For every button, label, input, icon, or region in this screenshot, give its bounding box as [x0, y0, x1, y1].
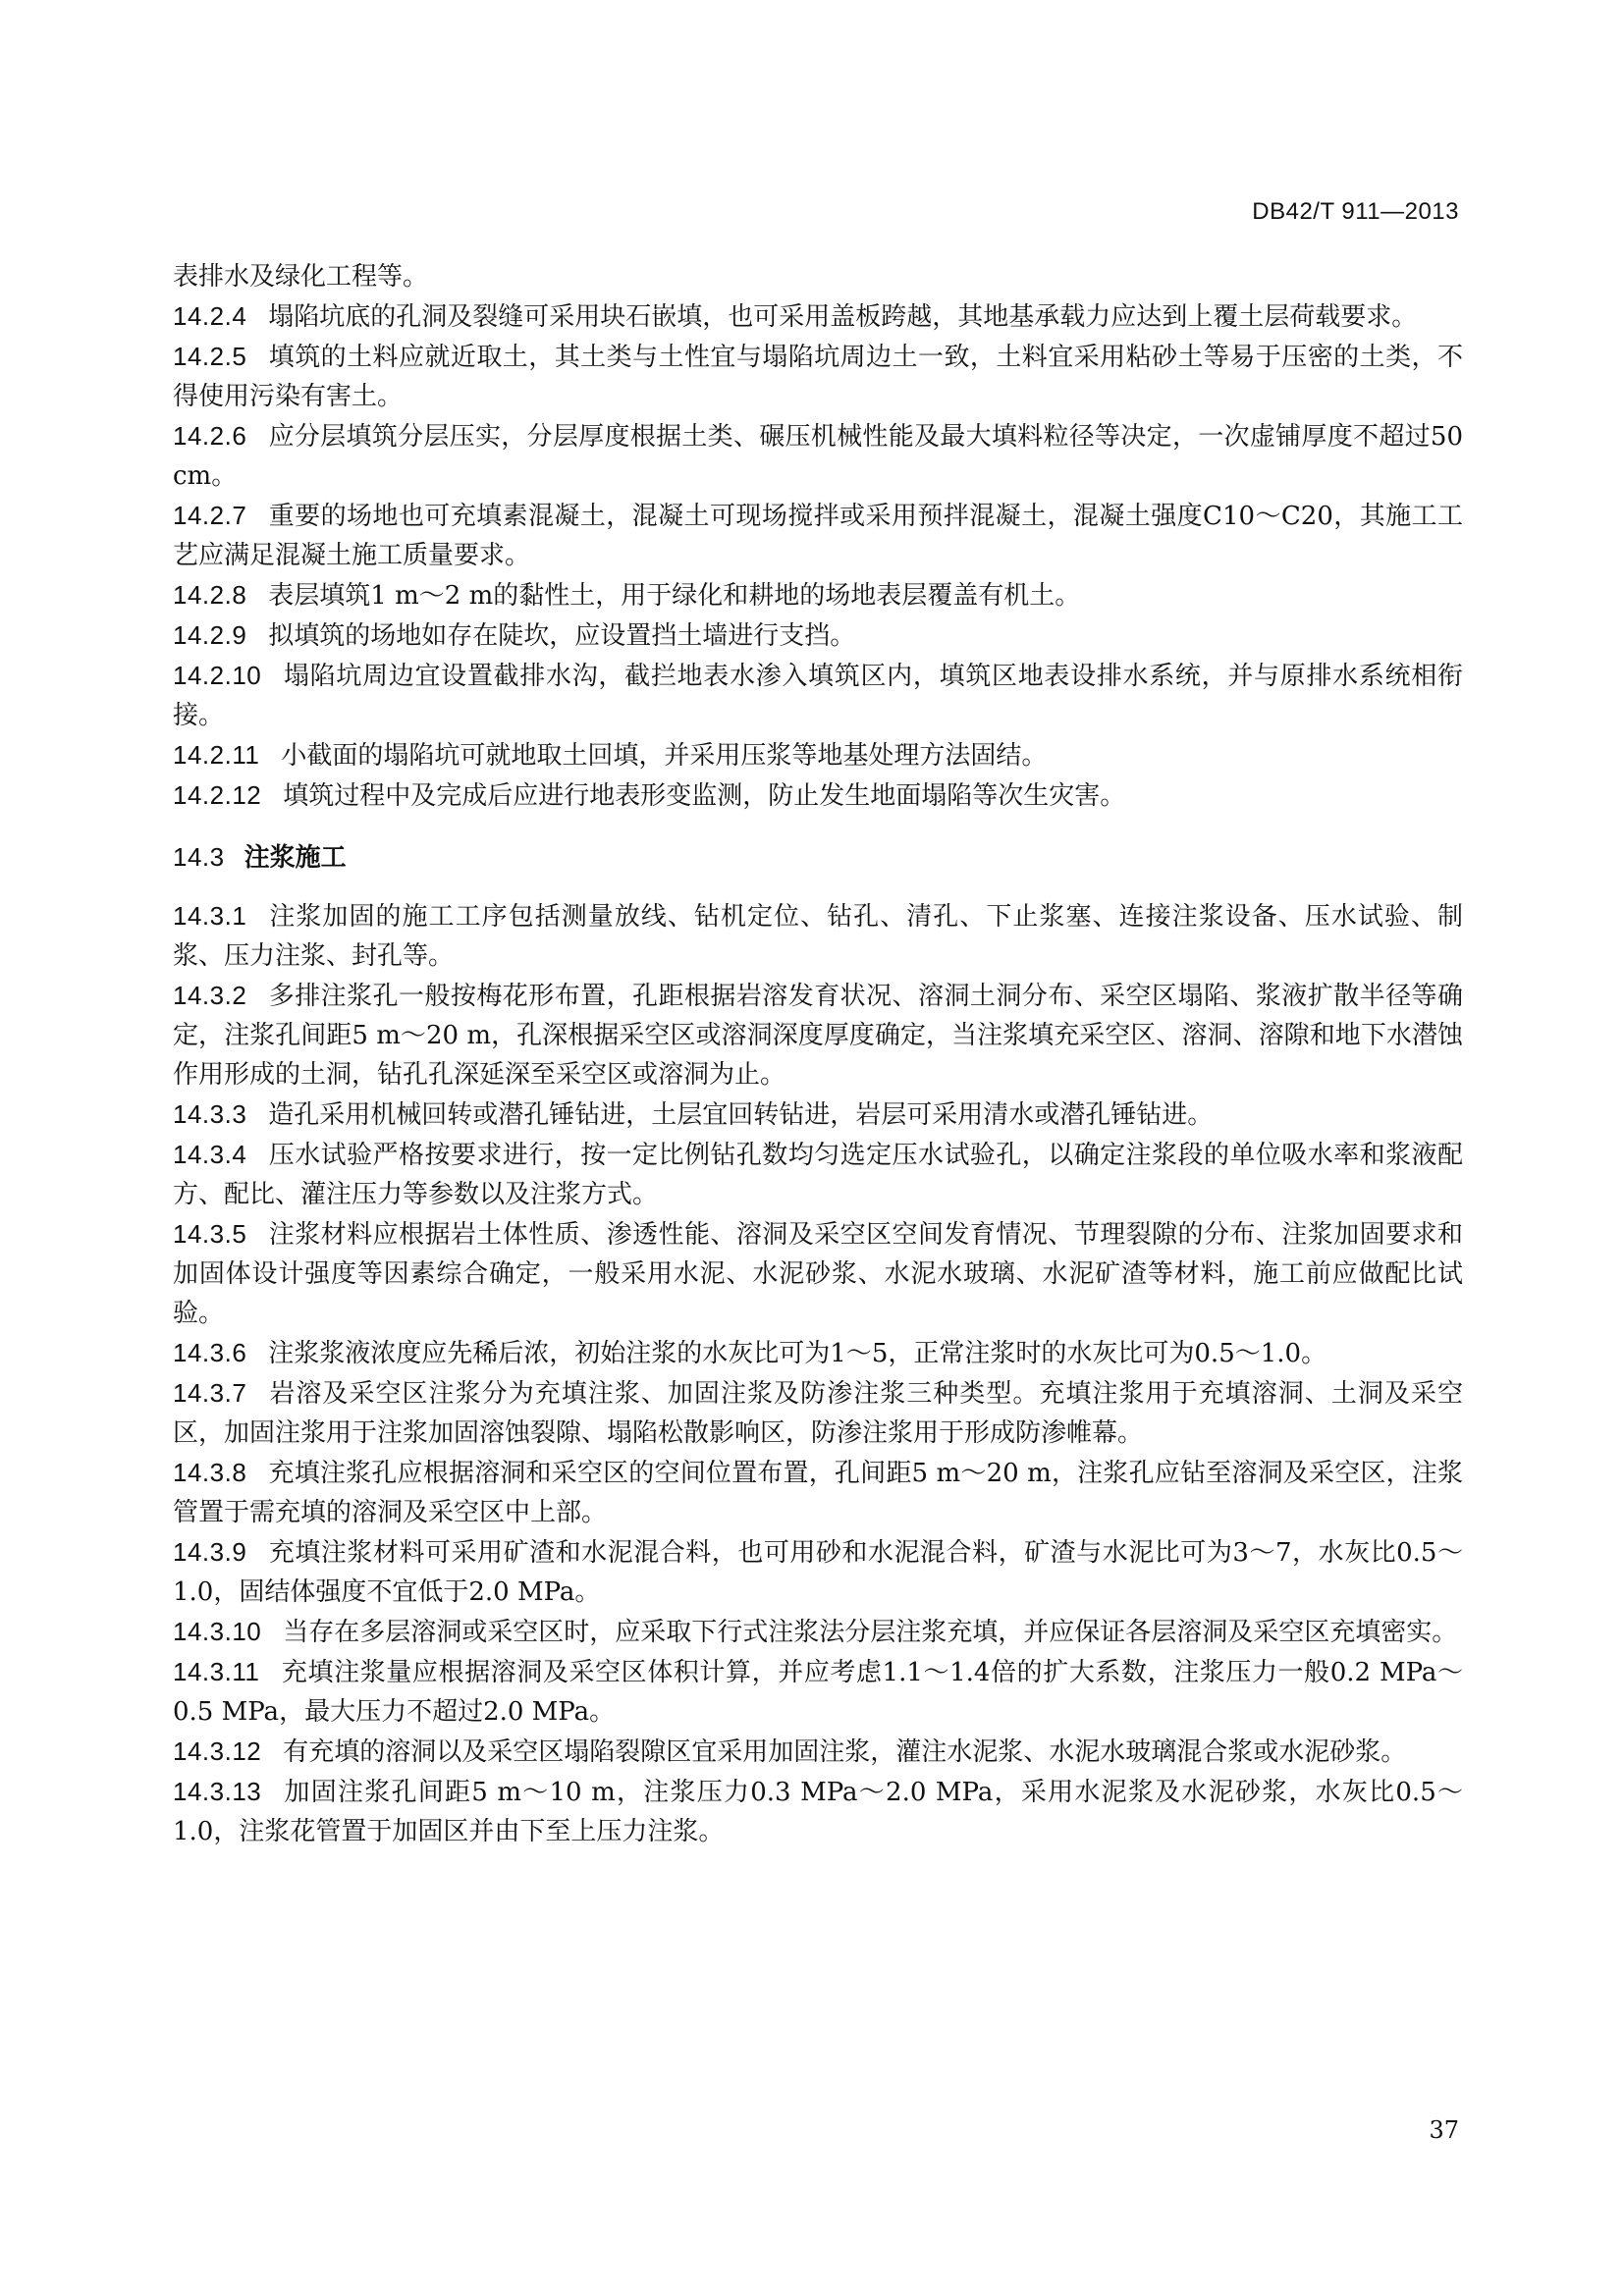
clause	[173, 1652, 1463, 1732]
clause-number: 14.3.6	[173, 1338, 247, 1367]
clause	[173, 976, 1463, 1095]
clause	[173, 1732, 1463, 1772]
clause-number: 14.3.7	[173, 1378, 247, 1408]
clause-number: 14.2.5	[173, 342, 247, 371]
clause-text: 填筑过程中及完成后应进行地表形变监测，防止发生地面塌陷等次生灾害。	[283, 781, 1126, 811]
clause	[173, 1772, 1463, 1851]
page-number: 37	[1429, 2116, 1459, 2144]
clause-number: 14.3.12	[173, 1736, 262, 1766]
clause-text: 多排注浆孔一般按梅花形布置，孔距根据岩溶发育状况、溶洞土洞分布、采空区塌陷、浆液扩散半径等确定，注浆孔间距5 m～20 m，孔深根据采空区或溶洞深度厚度确定，当注浆填充采空区、溶洞、溶隙和地下水潜蚀作用形成的土洞，钻孔孔深延深至采空区或溶洞为止。	[173, 982, 1463, 1090]
clause	[173, 1532, 1463, 1612]
clause	[173, 1333, 1463, 1373]
clause	[173, 575, 1463, 615]
clause-number: 14.3.11	[173, 1657, 260, 1686]
clause	[173, 337, 1463, 416]
clause-text: 拟填筑的场地如存在陡坎，应设置挡土墙进行支挡。	[268, 621, 856, 651]
clause-text: 岩溶及采空区注浆分为充填注浆、加固注浆及防渗注浆三种类型。充填注浆用于充填溶洞、土洞及采空区，加固注浆用于注浆加固溶蚀裂隙、塌陷松散影响区，防渗注浆用于形成防渗帷幕。	[173, 1379, 1463, 1448]
clause-text: 加固注浆孔间距5 m～10 m，注浆压力0.3 MPa～2.0 MPa，采用水泥浆及水泥砂浆，水灰比0.5～1.0，注浆花管置于加固区并由下至上压力注浆。	[173, 1778, 1463, 1846]
clause-text: 注浆材料应根据岩土体性质、渗透性能、溶洞及采空区空间发育情况、节理裂隙的分布、注浆加固要求和加固体设计强度等因素综合确定，一般采用水泥、水泥砂浆、水泥水玻璃、水泥矿渣等材料，施工前应做配比试验。	[173, 1220, 1463, 1328]
clause-number: 14.2.8	[173, 580, 247, 610]
clause-text: 充填注浆材料可采用矿渣和水泥混合料，也可用砂和水泥混合料，矿渣与水泥比可为3～7，水灰比0.5～1.0，固结体强度不宜低于2.0 MPa。	[173, 1538, 1463, 1607]
clause	[173, 1214, 1463, 1333]
clause-number: 14.3.13	[173, 1777, 262, 1806]
clause	[173, 735, 1463, 775]
clause-text: 塌陷坑底的孔洞及裂缝可采用块石嵌填，也可采用盖板跨越，其地基承载力应达到上覆土层荷载要求。	[268, 302, 1418, 332]
section-heading	[173, 837, 1463, 877]
clause	[173, 1373, 1463, 1453]
clause-text: 注浆浆液浓度应先稀后浓，初始注浆的水灰比可为1～5，正常注浆时的水灰比可为0.5～1.0。	[268, 1339, 1327, 1368]
clause-number: 14.3.3	[173, 1099, 247, 1129]
clause-number: 14.3.2	[173, 981, 247, 1010]
clause	[173, 1612, 1463, 1652]
clause-text: 造孔采用机械回转或潜孔锤钻进，土层宜回转钻进，岩层可采用清水或潜孔锤钻进。	[268, 1100, 1214, 1130]
clause-number: 14.3.5	[173, 1219, 247, 1249]
clauses-14-3	[173, 896, 1463, 1851]
section-title: 注浆施工	[244, 842, 347, 872]
clause-number: 14.2.12	[173, 780, 262, 810]
clause	[173, 775, 1463, 816]
clause-number: 14.2.10	[173, 661, 262, 690]
clause	[173, 296, 1463, 337]
clause-text: 重要的场地也可充填素混凝土，混凝土可现场搅拌或采用预拌混凝土，混凝土强度C10～C20，其施工工艺应满足混凝土施工质量要求。	[173, 502, 1463, 570]
clause-number: 14.2.4	[173, 301, 247, 331]
clause-text: 填筑的土料应就近取土，其土类与土性宜与塌陷坑周边土一致，土料宜采用粘砂土等易于压密的土类，不得使用污染有害土。	[173, 343, 1463, 411]
clause	[173, 1453, 1463, 1532]
clause	[173, 496, 1463, 575]
clause-text: 有充填的溶洞以及采空区塌陷裂隙区宜采用加固注浆，灌注水泥浆、水泥水玻璃混合浆或水泥砂浆。	[283, 1737, 1407, 1767]
clause-text: 小截面的塌陷坑可就地取土回填，并采用压浆等地基处理方法固结。	[281, 741, 1048, 771]
clause	[173, 1135, 1463, 1214]
clause-text: 当存在多层溶洞或采空区时，应采取下行式注浆法分层注浆充填，并应保证各层溶洞及采空区充填密实。	[283, 1618, 1458, 1647]
clause-text: 注浆加固的施工工序包括测量放线、钻机定位、钻孔、清孔、下止浆塞、连接注浆设备、压水试验、制浆、压力注浆、封孔等。	[173, 902, 1463, 971]
clause-text: 塌陷坑周边宜设置截排水沟，截拦地表水渗入填筑区内，填筑区地表设排水系统，并与原排水系统相衔接。	[173, 662, 1463, 730]
clause-text: 充填注浆孔应根据溶洞和采空区的空间位置布置，孔间距5 m～20 m，注浆孔应钻至溶洞及采空区，注浆管置于需充填的溶洞及采空区中上部。	[173, 1459, 1463, 1527]
clause-text: 压水试验严格按要求进行，按一定比例钻孔数均匀选定压水试验孔，以确定注浆段的单位吸水率和浆液配方、配比、灌注压力等参数以及注浆方式。	[173, 1141, 1463, 1209]
clause-number: 14.3.10	[173, 1617, 262, 1646]
clause-number: 14.2.6	[173, 421, 247, 451]
clause-text: 充填注浆量应根据溶洞及采空区体积计算，并应考虑1.1～1.4倍的扩大系数，注浆压力一般0.2 MPa～0.5 MPa，最大压力不超过2.0 MPa。	[173, 1658, 1463, 1727]
clause-text: 应分层填筑分层压实，分层厚度根据土类、碾压机械性能及最大填料粒径等决定，一次虚铺厚度不超过50 cm。	[173, 422, 1463, 491]
clause-number: 14.2.7	[173, 501, 247, 530]
clause-number: 14.3.4	[173, 1140, 247, 1169]
clause-text: 表层填筑1 m～2 m的黏性土，用于绿化和耕地的场地表层覆盖有机土。	[268, 581, 1081, 611]
clause	[173, 896, 1463, 976]
clause-number: 14.3.1	[173, 901, 247, 931]
document-code: DB42/T 911—2013	[1252, 198, 1459, 225]
clause-number: 14.2.11	[173, 740, 260, 770]
clause-number: 14.3.8	[173, 1458, 247, 1487]
clause	[173, 1095, 1463, 1135]
continuation-text: 表排水及绿化工程等。	[173, 262, 429, 292]
section-number: 14.3	[173, 842, 225, 872]
clause	[173, 615, 1463, 656]
clauses-14-2	[173, 296, 1463, 816]
clause-number: 14.3.9	[173, 1537, 247, 1567]
clause	[173, 416, 1463, 496]
page-body	[173, 257, 1463, 1851]
clause	[173, 656, 1463, 735]
clause-number: 14.2.9	[173, 620, 247, 650]
